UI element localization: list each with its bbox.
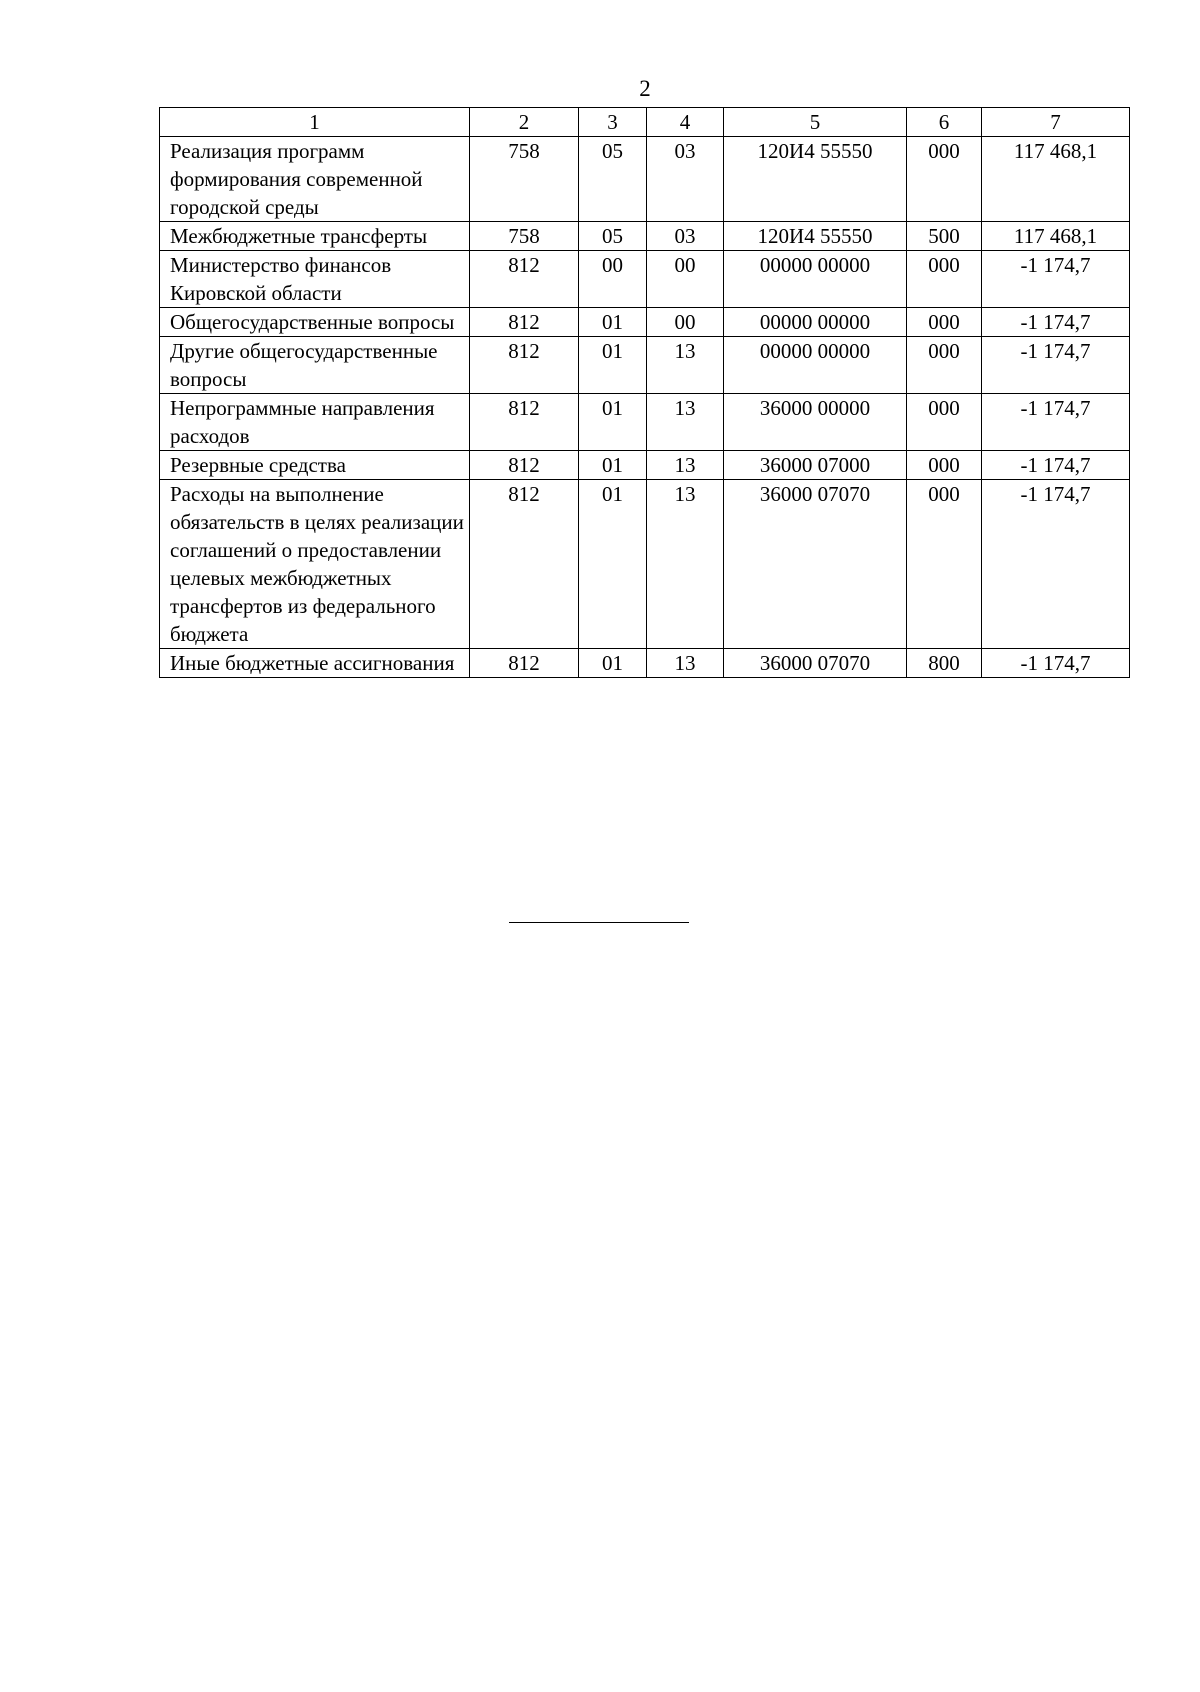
- subsection-code: 13: [647, 337, 724, 394]
- section-code: 01: [579, 337, 647, 394]
- amount: -1 174,7: [982, 451, 1130, 480]
- column-header: 2: [470, 108, 579, 137]
- subsection-code: 13: [647, 451, 724, 480]
- admin-code: 812: [470, 337, 579, 394]
- table-row: [160, 337, 1130, 394]
- amount: -1 174,7: [982, 308, 1130, 337]
- section-code: 01: [579, 649, 647, 678]
- table-row: [160, 649, 1130, 678]
- column-header: 3: [579, 108, 647, 137]
- amount: 117 468,1: [982, 137, 1130, 222]
- column-header: 6: [907, 108, 982, 137]
- admin-code: 758: [470, 137, 579, 222]
- row-name: Другие общегосударственные вопросы: [160, 337, 470, 394]
- target-article-code: 120И4 55550: [724, 222, 907, 251]
- row-name: Министерство финансов Кировской области: [160, 251, 470, 308]
- row-name: Непрограммные направления расходов: [160, 394, 470, 451]
- column-header: 7: [982, 108, 1130, 137]
- column-header: 1: [160, 108, 470, 137]
- subsection-code: 13: [647, 649, 724, 678]
- expense-type-code: 500: [907, 222, 982, 251]
- target-article-code: 00000 00000: [724, 308, 907, 337]
- table-header-row: [160, 108, 1130, 137]
- expense-type-code: 000: [907, 451, 982, 480]
- section-code: 01: [579, 394, 647, 451]
- table-row: [160, 451, 1130, 480]
- target-article-code: 36000 07070: [724, 480, 907, 649]
- row-name: Реализация программ формирования современной городской среды: [160, 137, 470, 222]
- target-article-code: 120И4 55550: [724, 137, 907, 222]
- admin-code: 812: [470, 649, 579, 678]
- subsection-code: 03: [647, 222, 724, 251]
- amount: 117 468,1: [982, 222, 1130, 251]
- table-row: [160, 251, 1130, 308]
- subsection-code: 03: [647, 137, 724, 222]
- subsection-code: 00: [647, 308, 724, 337]
- row-name: Общегосударственные вопросы: [160, 308, 470, 337]
- budget-table: [159, 107, 1130, 678]
- row-name: Резервные средства: [160, 451, 470, 480]
- page-number: 2: [639, 76, 651, 101]
- section-code: 00: [579, 251, 647, 308]
- admin-code: 812: [470, 394, 579, 451]
- expense-type-code: 000: [907, 337, 982, 394]
- column-header: 4: [647, 108, 724, 137]
- target-article-code: 36000 00000: [724, 394, 907, 451]
- amount: -1 174,7: [982, 337, 1130, 394]
- table-row: [160, 480, 1130, 649]
- target-article-code: 00000 00000: [724, 337, 907, 394]
- section-code: 05: [579, 137, 647, 222]
- admin-code: 812: [470, 451, 579, 480]
- column-header: 5: [724, 108, 907, 137]
- section-code: 01: [579, 451, 647, 480]
- section-code: 01: [579, 308, 647, 337]
- end-divider-line: [509, 922, 689, 923]
- expense-type-code: 000: [907, 137, 982, 222]
- table-row: [160, 137, 1130, 222]
- admin-code: 812: [470, 251, 579, 308]
- row-name: Иные бюджетные ассигнования: [160, 649, 470, 678]
- target-article-code: 00000 00000: [724, 251, 907, 308]
- amount: -1 174,7: [982, 394, 1130, 451]
- subsection-code: 13: [647, 480, 724, 649]
- table-row: [160, 308, 1130, 337]
- expense-type-code: 000: [907, 308, 982, 337]
- section-code: 01: [579, 480, 647, 649]
- admin-code: 758: [470, 222, 579, 251]
- amount: -1 174,7: [982, 251, 1130, 308]
- target-article-code: 36000 07070: [724, 649, 907, 678]
- section-code: 05: [579, 222, 647, 251]
- table-row: [160, 394, 1130, 451]
- table-row: [160, 222, 1130, 251]
- row-name: Расходы на выполнение обязательств в целях реализации соглашений о предоставлении целевых межбюджетных трансфертов из федерального бюджета: [160, 480, 470, 649]
- subsection-code: 13: [647, 394, 724, 451]
- admin-code: 812: [470, 480, 579, 649]
- expense-type-code: 000: [907, 394, 982, 451]
- amount: -1 174,7: [982, 480, 1130, 649]
- admin-code: 812: [470, 308, 579, 337]
- target-article-code: 36000 07000: [724, 451, 907, 480]
- expense-type-code: 800: [907, 649, 982, 678]
- amount: -1 174,7: [982, 649, 1130, 678]
- subsection-code: 00: [647, 251, 724, 308]
- expense-type-code: 000: [907, 480, 982, 649]
- row-name: Межбюджетные трансферты: [160, 222, 470, 251]
- expense-type-code: 000: [907, 251, 982, 308]
